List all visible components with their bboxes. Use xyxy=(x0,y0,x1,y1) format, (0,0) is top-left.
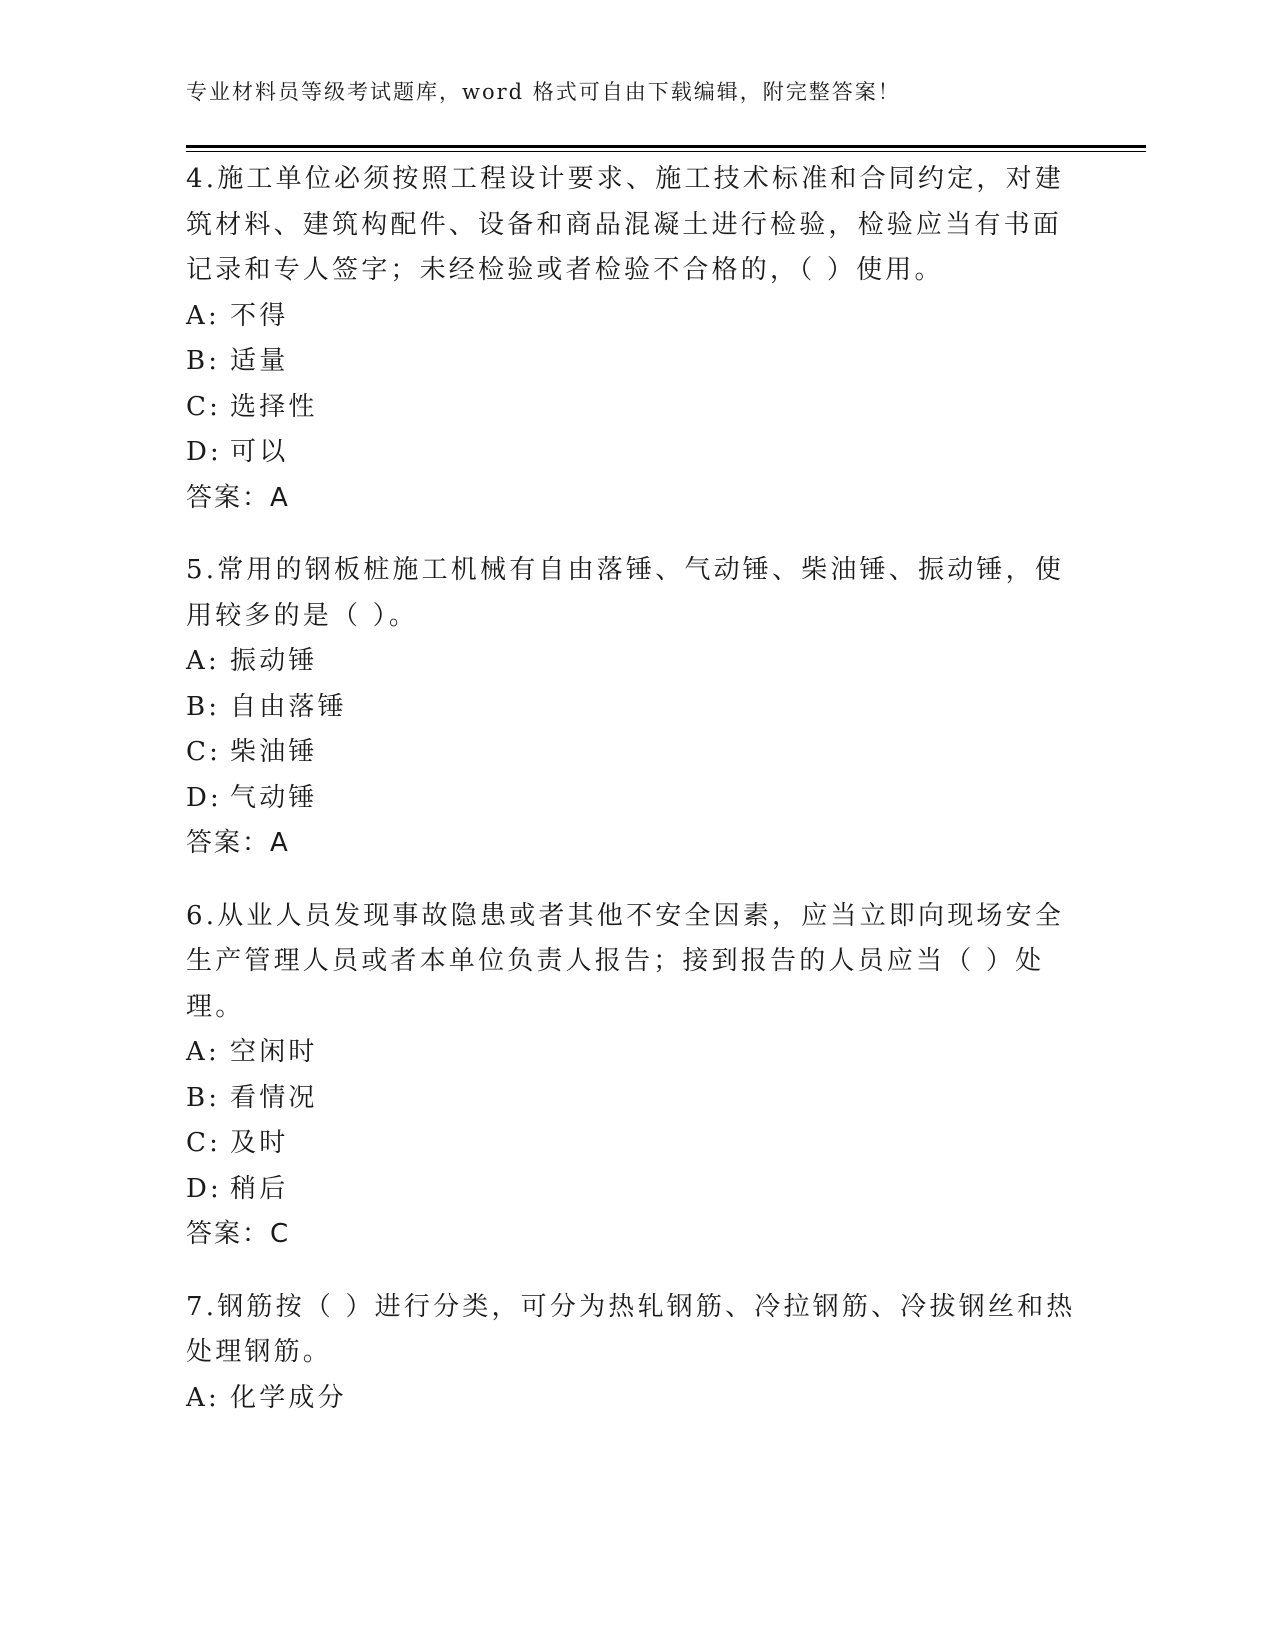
option-letter: C: xyxy=(186,737,222,767)
option-text: 空闲时 xyxy=(230,1037,318,1067)
question-7 xyxy=(186,1285,1086,1422)
option-text: 柴油锤 xyxy=(230,737,318,767)
option-text: 自由落锤 xyxy=(230,691,347,722)
option-letter: A: xyxy=(186,1382,220,1413)
question-text: 7.钢筋按（ ）进行分类，可分为热轧钢筋、冷拉钢筋、冷拔钢丝和热处理钢筋。 xyxy=(186,1291,1076,1367)
option-text: 选择性 xyxy=(230,391,318,422)
option-letter: B: xyxy=(186,691,221,722)
option-letter: A: xyxy=(186,300,220,331)
question-list xyxy=(186,157,1086,1448)
option-text: 可以 xyxy=(230,437,289,467)
option-a xyxy=(186,1030,1086,1076)
option-letter: D: xyxy=(186,1173,223,1204)
option-text: 及时 xyxy=(230,1128,289,1158)
question-text: 6.从业人员发现事故隐患或者其他不安全因素，应当立即向现场安全生产管理人员或者本单位负责人报告；接到报告的人员应当（ ）处理。 xyxy=(186,900,1065,1022)
option-text: 振动锤 xyxy=(230,646,318,676)
option-a xyxy=(186,639,1086,685)
answer-line: 答案：A xyxy=(186,828,290,858)
option-letter: D: xyxy=(186,782,223,813)
option-b xyxy=(186,1076,1086,1122)
option-letter: D: xyxy=(186,437,223,467)
answer-line: 答案：A xyxy=(186,482,290,513)
option-b xyxy=(186,685,1086,731)
option-b xyxy=(186,339,1086,385)
option-c xyxy=(186,1121,1086,1167)
option-letter: A: xyxy=(186,1037,220,1067)
option-d xyxy=(186,776,1086,822)
option-a xyxy=(186,294,1086,340)
option-letter: B: xyxy=(186,1082,221,1113)
option-a xyxy=(186,1376,1086,1422)
question-5 xyxy=(186,548,1086,867)
page-header: 专业材料员等级考试题库，word 格式可自由下载编辑，附完整答案！ xyxy=(186,80,901,104)
option-letter: B: xyxy=(186,346,221,376)
option-text: 不得 xyxy=(230,300,289,331)
option-text: 看情况 xyxy=(230,1082,318,1113)
option-letter: C: xyxy=(186,391,222,422)
option-d xyxy=(186,430,1086,476)
question-4 xyxy=(186,157,1086,521)
option-c xyxy=(186,730,1086,776)
option-d xyxy=(186,1167,1086,1213)
question-text: 4.施工单位必须按照工程设计要求、施工技术标准和合同约定，对建筑材料、建筑构配件、设备和商品混凝土进行检验，检验应当有书面记录和专人签字；未经检验或者检验不合格的，（ ）使用。 xyxy=(186,164,1065,285)
option-text: 适量 xyxy=(230,346,289,376)
header-divider-thin xyxy=(186,151,1146,152)
option-text: 气动锤 xyxy=(230,782,318,813)
option-c xyxy=(186,385,1086,431)
question-text: 5.常用的钢板桩施工机械有自由落锤、气动锤、柴油锤、振动锤，使用较多的是（ ）。 xyxy=(186,555,1065,631)
header-divider-thick xyxy=(186,145,1146,148)
answer-line: 答案：C xyxy=(186,1219,291,1249)
option-letter: A: xyxy=(186,646,220,676)
option-text: 稍后 xyxy=(230,1173,289,1204)
option-text: 化学成分 xyxy=(230,1382,347,1413)
option-letter: C: xyxy=(186,1128,222,1158)
question-6 xyxy=(186,894,1086,1258)
